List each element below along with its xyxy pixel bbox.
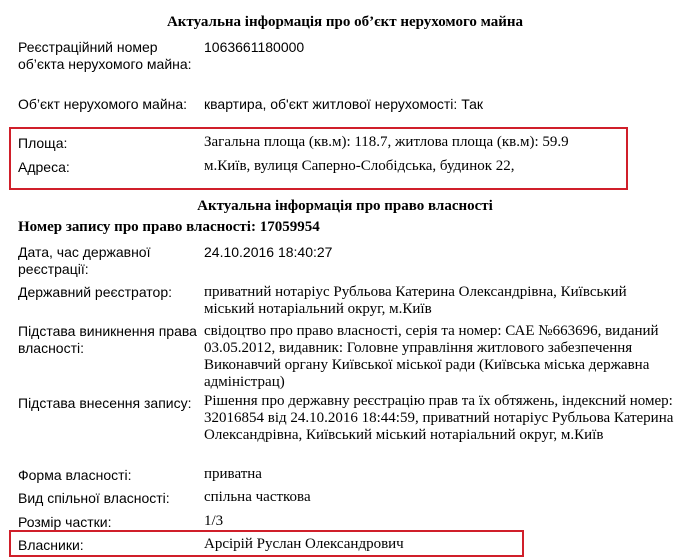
ownership-record-number: Номер запису про право власності: 17059954 [18,219,320,235]
ownership-section-title: Актуальна інформація про право власності [197,198,493,214]
entry-basis-value: Рішення про державну реєстрацію прав та їх обтяжень, індексний номер: 32016854 від 24.10.2016 18:44:59, приватний нотаріус Рубльова Катерина Олександрівна, Київський міський нотаріальний округ, м.Київ [204,393,674,443]
ownership-basis-label: Підстава виникнення права власності: [18,323,197,356]
share-size-value: 1/3 [204,513,224,529]
entry-basis-label: Підстава внесення запису: [18,395,192,411]
joint-ownership-type-label: Вид спільної власності: [18,490,170,506]
object-type-label: Об’єкт нерухомого майна: [18,96,188,112]
owners-value: Арсірій Руслан Олександрович [204,536,404,552]
registration-date-value: 24.10.2016 18:40:27 [204,244,333,260]
share-size-label: Розмір частки: [18,514,112,530]
registration-date-label: Дата, час державної реєстрації: [18,244,151,277]
ownership-basis-value: свідоцтво про право власності, серія та номер: САЕ №663696, виданий 03.05.2012, видавник: Головне управління житлового забезпечення Виконавчий органу Київської міської ради (Київська міська державна адміністрац) [204,323,659,390]
address-value: м.Київ, вулиця Саперно-Слобідська, будинок 22, [204,158,515,174]
registrar-label: Державний реєстратор: [18,284,173,300]
registration-number-value: 1063661180000 [204,39,305,55]
ownership-form-label: Форма власності: [18,467,132,483]
joint-ownership-type-value: спільна часткова [204,489,311,505]
object-section-title: Актуальна інформація про об’єкт нерухомого майна [166,14,524,30]
area-label: Площа: [18,135,68,151]
owners-label: Власники: [18,537,84,553]
address-label: Адреса: [18,159,70,175]
registrar-value: приватний нотаріус Рубльова Катерина Олександрівна, Київський міський нотаріальний округ, м.Київ [204,284,627,317]
object-type-value: квартира, об'єкт житлової нерухомості: Так [204,96,484,112]
ownership-form-value: приватна [204,466,262,482]
area-value: Загальна площа (кв.м): 118.7, житлова площа (кв.м): 59.9 [204,134,569,150]
registration-number-label: Реєстраційний номер об’єкта нерухомого майна: [18,39,192,72]
